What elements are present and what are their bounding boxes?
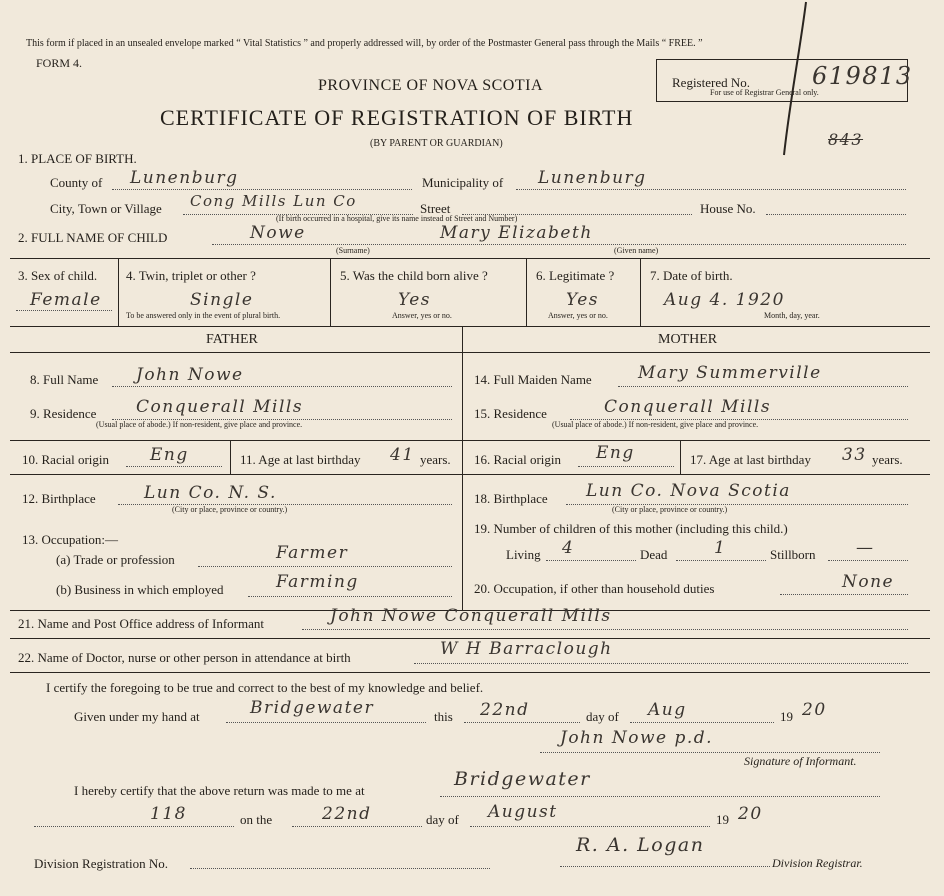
- mother-residence-label: 15. Residence: [474, 406, 547, 421]
- father-racial-label: 10. Racial origin: [22, 452, 110, 467]
- father-residence-value: Conquerall Mills: [136, 397, 304, 417]
- registrar-signature: R. A. Logan: [576, 834, 705, 856]
- registrar-year-value: 20: [738, 804, 763, 824]
- father-trade-value: Farmer: [276, 543, 349, 563]
- informant-signature: John Nowe p.d.: [560, 728, 714, 748]
- born-alive-note: Answer, yes or no.: [392, 311, 452, 320]
- child-name-label: 2. FULL NAME OF CHILD: [18, 230, 168, 245]
- stillborn-value: —: [856, 538, 875, 558]
- dead-label: Dead: [640, 547, 668, 562]
- mother-racial-value: Eng: [596, 443, 635, 463]
- children-count-label: 19. Number of children of this mother (including this child.): [474, 521, 788, 536]
- father-age-unit: years.: [420, 452, 451, 467]
- child-given-value: Mary Elizabeth: [440, 223, 593, 243]
- division-registrar-caption: Division Registrar.: [772, 856, 863, 870]
- certify-statement: I certify the foregoing to be true and correct to the best of my knowledge and belief.: [46, 680, 484, 695]
- mother-birthplace-value: Lun Co. Nova Scotia: [586, 481, 791, 501]
- legitimate-label: 6. Legitimate ?: [536, 268, 615, 283]
- dead-value: 1: [714, 538, 727, 558]
- born-alive-value: Yes: [398, 290, 432, 310]
- child-surname-value: Nowe: [250, 223, 306, 243]
- street-label: Street: [420, 201, 451, 216]
- registrar-day-of-label: day of: [426, 812, 459, 827]
- registered-number-note: For use of Registrar General only.: [710, 88, 819, 97]
- certificate-subtitle: (BY PARENT OR GUARDIAN): [370, 138, 503, 149]
- mother-heading: MOTHER: [658, 332, 718, 347]
- mother-occupation-label: 20. Occupation, if other than household duties: [474, 581, 715, 596]
- city-label: City, Town or Village: [50, 201, 162, 216]
- registered-number-value: 619813: [812, 62, 913, 90]
- mother-residence-value: Conquerall Mills: [604, 397, 772, 417]
- given-year-value: 20: [802, 700, 827, 720]
- form-number: FORM 4.: [36, 56, 83, 70]
- mother-birthplace-note: (City or place, province or country.): [612, 505, 728, 514]
- street-note: (If birth occurred in a hospital, give its name instead of Street and Number): [276, 214, 518, 223]
- postal-notice: This form if placed in an unsealed envelope marked “ Vital Statistics ” and properly addressed will, by order of the Postmaster General pass through the Mails “ FREE. ”: [26, 38, 703, 49]
- twin-label: 4. Twin, triplet or other ?: [126, 268, 256, 283]
- mother-age-unit: years.: [872, 452, 903, 467]
- given-name-caption: (Given name): [614, 246, 659, 255]
- mother-occupation-value: None: [842, 572, 895, 592]
- margin-number: 843: [828, 130, 864, 149]
- living-label: Living: [506, 547, 541, 562]
- father-business-label: (b) Business in which employed: [56, 582, 224, 597]
- informant-signature-caption: Signature of Informant.: [744, 754, 857, 768]
- given-day-value: 22nd: [480, 700, 530, 720]
- living-value: 4: [562, 538, 575, 558]
- given-place-value: Bridgewater: [250, 698, 375, 718]
- father-residence-note: (Usual place of abode.) If non-resident, give place and province.: [96, 420, 303, 429]
- registrar-number-value: 118: [150, 804, 187, 824]
- given-year-prefix: 19: [780, 709, 793, 724]
- father-trade-label: (a) Trade or profession: [56, 552, 175, 567]
- father-racial-value: Eng: [150, 445, 189, 465]
- given-month-value: Aug: [648, 700, 687, 720]
- father-birthplace-label: 12. Birthplace: [22, 491, 96, 506]
- sex-label: 3. Sex of child.: [18, 268, 98, 283]
- municipality-value: Lunenburg: [538, 168, 647, 188]
- given-under-label: Given under my hand at: [74, 709, 200, 724]
- county-label: County of: [50, 175, 103, 190]
- born-alive-label: 5. Was the child born alive ?: [340, 268, 488, 283]
- father-age-label: 11. Age at last birthday: [240, 452, 361, 467]
- mother-age-value: 33: [842, 445, 867, 465]
- registrar-statement: I hereby certify that the above return was made to me at: [74, 783, 365, 798]
- father-occupation-label: 13. Occupation:—: [22, 532, 119, 547]
- father-name-value: John Nowe: [136, 365, 244, 385]
- twin-value: Single: [190, 290, 254, 310]
- division-registration-label: Division Registration No.: [34, 856, 168, 871]
- certificate-title: CERTIFICATE OF REGISTRATION OF BIRTH: [160, 105, 634, 130]
- informant-value: John Nowe Conquerall Mills: [330, 606, 612, 626]
- legitimate-value: Yes: [566, 290, 600, 310]
- father-business-value: Farming: [276, 572, 359, 592]
- sex-value: Female: [30, 290, 102, 310]
- legitimate-note: Answer, yes or no.: [548, 311, 608, 320]
- father-birthplace-note: (City or place, province or country.): [172, 505, 288, 514]
- twin-note: To be answered only in the event of plural birth.: [126, 311, 281, 320]
- given-day-of-label: day of: [586, 709, 619, 724]
- pen-stroke: [760, 0, 820, 160]
- surname-caption: (Surname): [336, 246, 370, 255]
- doctor-value: W H Barraclough: [440, 639, 613, 659]
- registrar-month-value: August: [488, 802, 558, 822]
- date-of-birth-value: Aug 4. 1920: [664, 290, 785, 310]
- doctor-label: 22. Name of Doctor, nurse or other person in attendance at birth: [18, 650, 351, 665]
- mother-racial-label: 16. Racial origin: [474, 452, 562, 467]
- on-the-label: on the: [240, 812, 273, 827]
- registered-number-label: Registered No.: [672, 75, 750, 90]
- mother-name-label: 14. Full Maiden Name: [474, 372, 592, 387]
- mother-age-label: 17. Age at last birthday: [690, 452, 811, 467]
- mother-name-value: Mary Summerville: [638, 363, 822, 383]
- father-heading: FATHER: [206, 332, 258, 347]
- father-age-value: 41: [390, 445, 415, 465]
- registrar-day-value: 22nd: [322, 804, 372, 824]
- county-value: Lunenburg: [130, 168, 239, 188]
- place-section-heading: 1. PLACE OF BIRTH.: [18, 151, 137, 166]
- stillborn-label: Stillborn: [770, 547, 816, 562]
- city-value: Cong Mills Lun Co: [190, 192, 357, 210]
- date-of-birth-note: Month, day, year.: [764, 311, 820, 320]
- registrar-place-value: Bridgewater: [454, 768, 591, 790]
- date-of-birth-label: 7. Date of birth.: [650, 268, 733, 283]
- mother-residence-note: (Usual place of abode.) If non-resident, give place and province.: [552, 420, 759, 429]
- father-birthplace-value: Lun Co. N. S.: [144, 483, 277, 503]
- registrar-year-prefix: 19: [716, 812, 729, 827]
- mother-birthplace-label: 18. Birthplace: [474, 491, 548, 506]
- father-residence-label: 9. Residence: [30, 406, 97, 421]
- municipality-label: Municipality of: [422, 175, 504, 190]
- informant-label: 21. Name and Post Office address of Informant: [18, 616, 264, 631]
- this-label: this: [434, 709, 453, 724]
- province-heading: PROVINCE OF NOVA SCOTIA: [318, 77, 544, 94]
- father-name-label: 8. Full Name: [30, 372, 99, 387]
- house-label: House No.: [700, 201, 756, 216]
